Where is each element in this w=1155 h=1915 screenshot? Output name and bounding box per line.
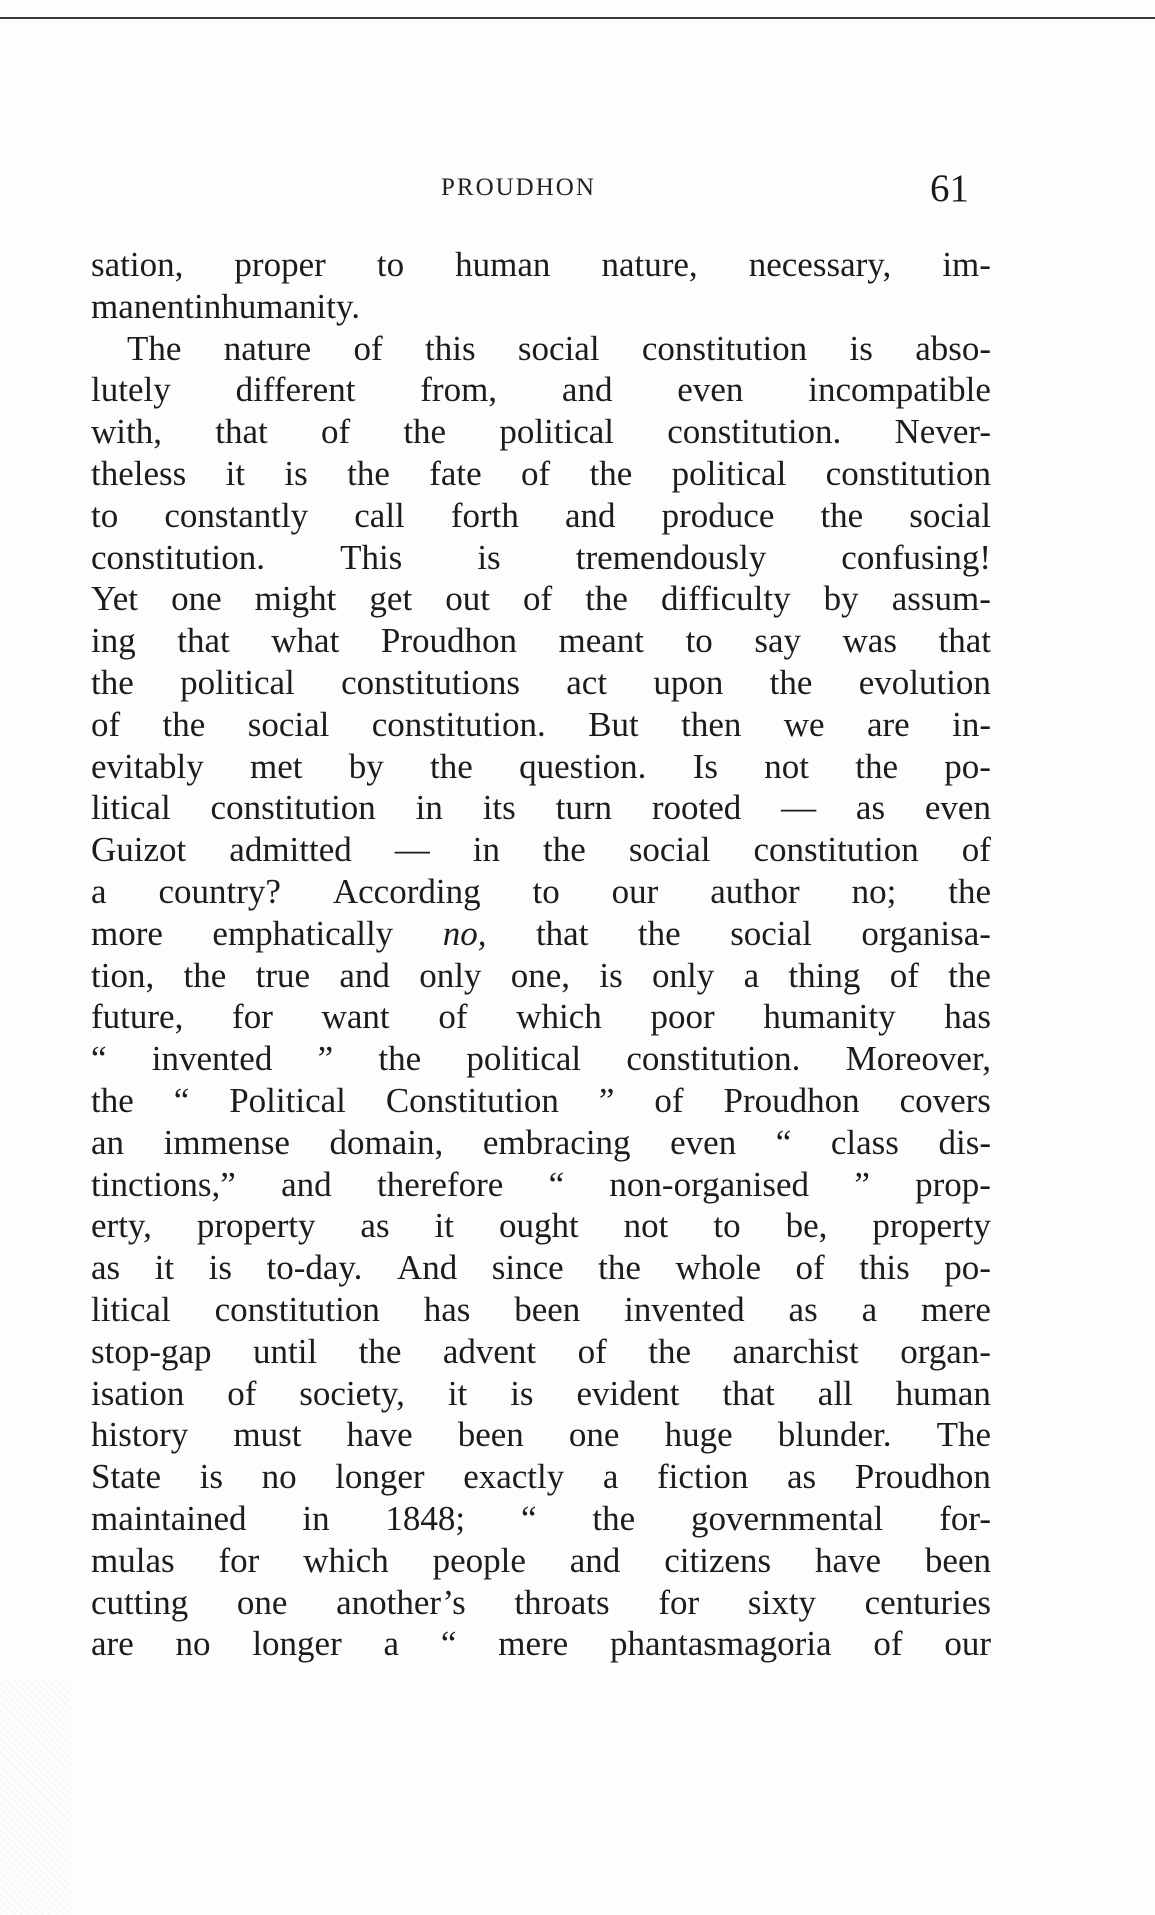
text-line: an immense domain, embracing even “ class dis- <box>91 1122 991 1162</box>
body-text <box>91 244 991 1665</box>
text-line: State is no longer exactly a fiction as Proudhon <box>91 1457 991 1497</box>
text-line: manent in humanity. <box>91 286 360 326</box>
text-line: a country? According to our author no; the <box>91 871 991 911</box>
text-line: mulas for which people and citizens have been <box>91 1540 991 1580</box>
text-line: Guizot admitted — in the social constitution of <box>91 830 991 870</box>
text-line: Yet one might get out of the difficulty by assum- <box>91 579 991 619</box>
text-line: of the social constitution. But then we are in- <box>91 704 991 744</box>
running-head <box>0 166 1155 210</box>
text-line: as it is to-day. And since the whole of this po- <box>91 1248 991 1288</box>
text-line: lutely different from, and even incompatible <box>91 370 991 410</box>
text-line: The nature of this social constitution is abso- <box>127 328 991 368</box>
text-line: maintained in 1848; “ the governmental for- <box>91 1498 991 1538</box>
text-line: evitably met by the question. Is not the po- <box>91 746 991 786</box>
top-rule <box>0 17 1155 19</box>
text-line: ing that what Proudhon meant to say was that <box>91 621 991 661</box>
text-line: are no longer a “ mere phantasmagoria of our <box>91 1624 991 1664</box>
text-line: constitution. This is tremendously confusing! <box>91 537 991 577</box>
text-line: tion, the true and only one, is only a thing of the <box>91 955 991 995</box>
text-line: litical constitution in its turn rooted — as even <box>91 788 991 828</box>
text-line: to constantly call forth and produce the social <box>91 495 991 535</box>
text-line: erty, property as it ought not to be, property <box>91 1206 991 1246</box>
text-line: isation of society, it is evident that all human <box>91 1373 991 1413</box>
text-line: the “ Political Constitution ” of Proudhon covers <box>91 1080 991 1120</box>
text-line: future, for want of which poor humanity has <box>91 997 991 1037</box>
text-line: tinctions,” and therefore “ non-organised ” prop- <box>91 1164 991 1204</box>
text-line: cutting one another’s throats for sixty centuries <box>91 1582 991 1622</box>
text-line: sation, proper to human nature, necessary, im- <box>91 245 991 284</box>
text-line: history must have been one huge blunder. The <box>91 1415 991 1455</box>
text-line: more emphatically no, that the social organisa- <box>91 913 991 953</box>
running-title: PROUDHON <box>441 174 596 201</box>
text-line: theless it is the fate of the political constitution <box>91 453 991 493</box>
text-line: litical constitution has been invented as a mere <box>91 1289 991 1329</box>
text-line: stop-gap until the advent of the anarchist organ- <box>91 1331 991 1371</box>
page-number: 61 <box>930 167 969 210</box>
text-line: the political constitutions act upon the evolution <box>91 662 991 702</box>
paper-texture <box>0 1680 70 1915</box>
text-line: “ invented ” the political constitution. Moreover, <box>91 1039 991 1079</box>
text-line: with, that of the political constitution. Never- <box>91 412 991 452</box>
